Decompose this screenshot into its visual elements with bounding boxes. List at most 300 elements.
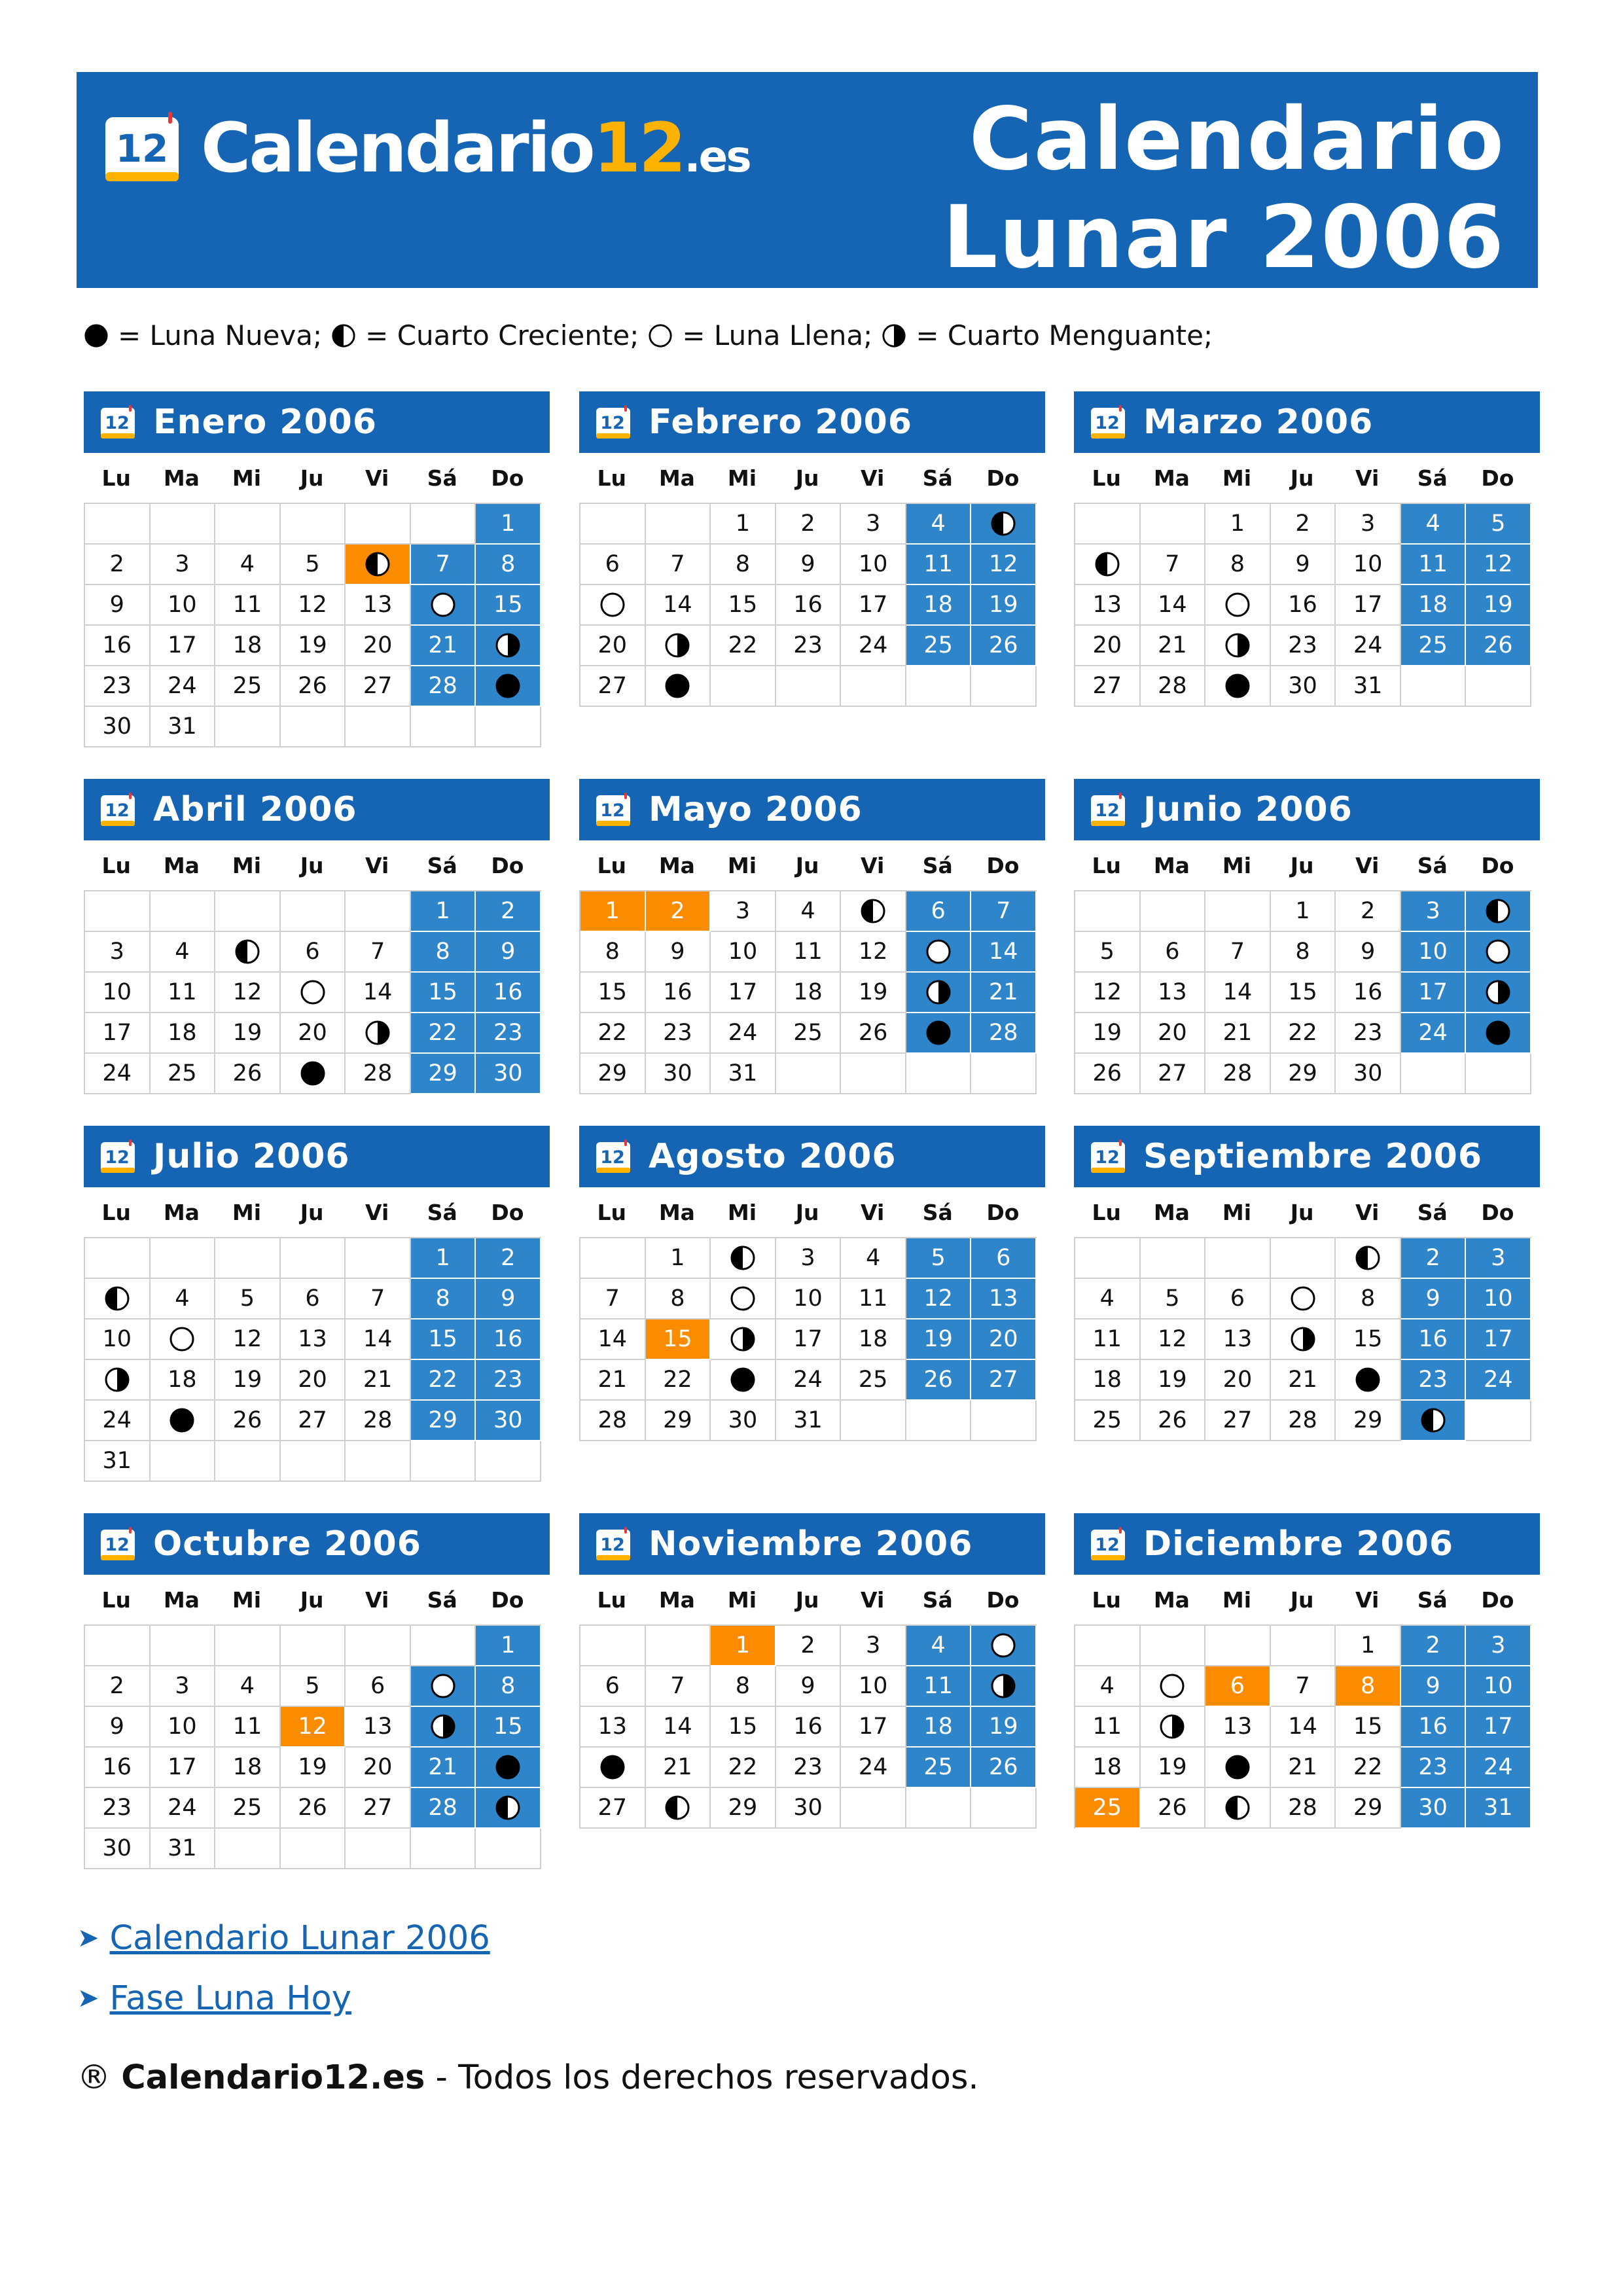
day-cell[interactable]: 8	[411, 1279, 476, 1319]
day-cell[interactable]: 18	[906, 585, 972, 626]
day-cell[interactable]: 1	[1271, 891, 1336, 932]
day-cell[interactable]: 17	[151, 1748, 216, 1788]
day-cell[interactable]: 17	[1466, 1707, 1531, 1748]
day-cell[interactable]: 8	[1336, 1666, 1401, 1707]
day-cell[interactable]: 19	[1141, 1360, 1206, 1401]
day-cell[interactable]: 4	[906, 504, 972, 545]
day-cell[interactable]: 27	[1205, 1401, 1271, 1441]
day-cell[interactable]: 5	[1141, 1279, 1206, 1319]
day-cell[interactable]: 3	[1466, 1238, 1531, 1279]
day-cell[interactable]: 22	[1336, 1748, 1401, 1788]
day-cell[interactable]: 13	[1205, 1707, 1271, 1748]
day-cell[interactable]	[906, 973, 972, 1013]
day-cell[interactable]	[1205, 585, 1271, 626]
day-cell[interactable]: 17	[711, 973, 776, 1013]
day-cell[interactable]: 6	[580, 1666, 646, 1707]
day-cell[interactable]	[1141, 1707, 1206, 1748]
day-cell[interactable]: 15	[476, 1707, 541, 1748]
day-cell[interactable]: 7	[346, 932, 411, 973]
day-cell[interactable]: 6	[1141, 932, 1206, 973]
day-cell[interactable]: 24	[776, 1360, 842, 1401]
day-cell[interactable]: 19	[971, 585, 1037, 626]
day-cell[interactable]: 8	[711, 1666, 776, 1707]
day-cell[interactable]: 4	[1075, 1666, 1141, 1707]
day-cell[interactable]: 23	[85, 666, 151, 707]
day-cell[interactable]: 23	[776, 1748, 842, 1788]
day-cell[interactable]: 23	[476, 1360, 541, 1401]
day-cell[interactable]: 19	[281, 1748, 346, 1788]
day-cell[interactable]: 9	[1401, 1279, 1467, 1319]
day-cell[interactable]: 11	[215, 585, 281, 626]
day-cell[interactable]: 1	[580, 891, 646, 932]
day-cell[interactable]: 9	[776, 1666, 842, 1707]
day-cell[interactable]: 10	[1466, 1666, 1531, 1707]
day-cell[interactable]: 11	[1075, 1319, 1141, 1360]
day-cell[interactable]: 15	[711, 1707, 776, 1748]
day-cell[interactable]: 17	[1466, 1319, 1531, 1360]
day-cell[interactable]: 4	[1075, 1279, 1141, 1319]
day-cell[interactable]: 11	[906, 545, 972, 585]
day-cell[interactable]: 19	[971, 1707, 1037, 1748]
day-cell[interactable]: 1	[711, 504, 776, 545]
day-cell[interactable]: 6	[971, 1238, 1037, 1279]
day-cell[interactable]: 2	[1271, 504, 1336, 545]
day-cell[interactable]: 20	[281, 1360, 346, 1401]
day-cell[interactable]	[1466, 891, 1531, 932]
day-cell[interactable]: 3	[1466, 1626, 1531, 1666]
day-cell[interactable]: 13	[1075, 585, 1141, 626]
day-cell[interactable]: 23	[646, 1013, 711, 1054]
day-cell[interactable]: 7	[411, 545, 476, 585]
day-cell[interactable]: 28	[411, 666, 476, 707]
day-cell[interactable]: 15	[580, 973, 646, 1013]
day-cell[interactable]: 2	[1401, 1238, 1467, 1279]
day-cell[interactable]: 8	[580, 932, 646, 973]
day-cell[interactable]: 1	[411, 1238, 476, 1279]
day-cell[interactable]: 6	[906, 891, 972, 932]
day-cell[interactable]: 18	[1075, 1360, 1141, 1401]
day-cell[interactable]: 8	[476, 545, 541, 585]
day-cell[interactable]: 1	[476, 1626, 541, 1666]
day-cell[interactable]: 15	[1336, 1319, 1401, 1360]
day-cell[interactable]: 13	[1141, 973, 1206, 1013]
day-cell[interactable]: 8	[711, 545, 776, 585]
day-cell[interactable]: 11	[151, 973, 216, 1013]
day-cell[interactable]: 10	[85, 973, 151, 1013]
day-cell[interactable]: 26	[971, 1748, 1037, 1788]
day-cell[interactable]	[711, 1319, 776, 1360]
day-cell[interactable]: 23	[85, 1788, 151, 1829]
day-cell[interactable]: 24	[841, 626, 906, 666]
day-cell[interactable]: 22	[711, 626, 776, 666]
day-cell[interactable]	[971, 504, 1037, 545]
day-cell[interactable]: 29	[1271, 1054, 1336, 1094]
day-cell[interactable]: 21	[1271, 1748, 1336, 1788]
day-cell[interactable]: 9	[85, 585, 151, 626]
day-cell[interactable]: 3	[841, 504, 906, 545]
day-cell[interactable]	[1466, 1013, 1531, 1054]
day-cell[interactable]: 23	[776, 626, 842, 666]
day-cell[interactable]: 26	[971, 626, 1037, 666]
day-cell[interactable]: 1	[411, 891, 476, 932]
day-cell[interactable]: 25	[215, 1788, 281, 1829]
day-cell[interactable]: 21	[346, 1360, 411, 1401]
day-cell[interactable]: 24	[151, 666, 216, 707]
day-cell[interactable]: 26	[1141, 1401, 1206, 1441]
day-cell[interactable]: 24	[1401, 1013, 1467, 1054]
day-cell[interactable]: 20	[580, 626, 646, 666]
day-cell[interactable]: 15	[711, 585, 776, 626]
day-cell[interactable]: 31	[711, 1054, 776, 1094]
day-cell[interactable]: 19	[1141, 1748, 1206, 1788]
day-cell[interactable]	[476, 1788, 541, 1829]
day-cell[interactable]: 26	[1075, 1054, 1141, 1094]
day-cell[interactable]: 20	[971, 1319, 1037, 1360]
day-cell[interactable]: 24	[1466, 1360, 1531, 1401]
day-cell[interactable]: 7	[971, 891, 1037, 932]
day-cell[interactable]: 20	[281, 1013, 346, 1054]
day-cell[interactable]: 19	[215, 1013, 281, 1054]
day-cell[interactable]: 8	[476, 1666, 541, 1707]
day-cell[interactable]	[1336, 1238, 1401, 1279]
day-cell[interactable]: 18	[151, 1360, 216, 1401]
day-cell[interactable]: 10	[151, 585, 216, 626]
day-cell[interactable]: 1	[646, 1238, 711, 1279]
day-cell[interactable]: 30	[646, 1054, 711, 1094]
day-cell[interactable]: 4	[1401, 504, 1467, 545]
day-cell[interactable]	[1466, 973, 1531, 1013]
day-cell[interactable]: 13	[971, 1279, 1037, 1319]
day-cell[interactable]: 5	[906, 1238, 972, 1279]
day-cell[interactable]: 28	[1271, 1788, 1336, 1829]
day-cell[interactable]: 31	[1466, 1788, 1531, 1829]
day-cell[interactable]: 2	[1336, 891, 1401, 932]
day-cell[interactable]	[711, 1279, 776, 1319]
day-cell[interactable]: 12	[1075, 973, 1141, 1013]
day-cell[interactable]: 2	[776, 1626, 842, 1666]
day-cell[interactable]: 3	[1401, 891, 1467, 932]
day-cell[interactable]: 23	[1336, 1013, 1401, 1054]
day-cell[interactable]: 23	[1401, 1360, 1467, 1401]
day-cell[interactable]: 16	[776, 1707, 842, 1748]
day-cell[interactable]: 21	[1205, 1013, 1271, 1054]
day-cell[interactable]: 19	[906, 1319, 972, 1360]
day-cell[interactable]	[411, 1707, 476, 1748]
day-cell[interactable]: 26	[281, 1788, 346, 1829]
day-cell[interactable]: 20	[1075, 626, 1141, 666]
day-cell[interactable]: 30	[1336, 1054, 1401, 1094]
day-cell[interactable]: 9	[476, 932, 541, 973]
day-cell[interactable]: 4	[906, 1626, 972, 1666]
day-cell[interactable]: 30	[1401, 1788, 1467, 1829]
day-cell[interactable]: 17	[776, 1319, 842, 1360]
day-cell[interactable]: 29	[1336, 1401, 1401, 1441]
day-cell[interactable]: 27	[346, 666, 411, 707]
day-cell[interactable]: 31	[151, 707, 216, 747]
day-cell[interactable]: 18	[215, 1748, 281, 1788]
day-cell[interactable]: 24	[711, 1013, 776, 1054]
day-cell[interactable]: 17	[1401, 973, 1467, 1013]
day-cell[interactable]: 9	[1401, 1666, 1467, 1707]
day-cell[interactable]	[1336, 1360, 1401, 1401]
day-cell[interactable]: 28	[411, 1788, 476, 1829]
day-cell[interactable]: 15	[476, 585, 541, 626]
day-cell[interactable]: 19	[281, 626, 346, 666]
day-cell[interactable]: 29	[711, 1788, 776, 1829]
day-cell[interactable]: 3	[85, 932, 151, 973]
day-cell[interactable]: 19	[215, 1360, 281, 1401]
day-cell[interactable]: 5	[215, 1279, 281, 1319]
day-cell[interactable]: 1	[1336, 1626, 1401, 1666]
day-cell[interactable]: 20	[346, 1748, 411, 1788]
day-cell[interactable]: 3	[151, 1666, 216, 1707]
site-logo[interactable]	[103, 109, 750, 187]
day-cell[interactable]: 7	[580, 1279, 646, 1319]
day-cell[interactable]: 16	[776, 585, 842, 626]
day-cell[interactable]	[841, 891, 906, 932]
day-cell[interactable]	[580, 1748, 646, 1788]
day-cell[interactable]: 28	[346, 1054, 411, 1094]
day-cell[interactable]: 12	[215, 973, 281, 1013]
day-cell[interactable]: 12	[841, 932, 906, 973]
day-cell[interactable]: 26	[215, 1054, 281, 1094]
day-cell[interactable]	[151, 1401, 216, 1441]
day-cell[interactable]: 24	[1466, 1748, 1531, 1788]
day-cell[interactable]: 22	[1271, 1013, 1336, 1054]
day-cell[interactable]: 16	[85, 626, 151, 666]
day-cell[interactable]	[906, 1013, 972, 1054]
day-cell[interactable]: 14	[971, 932, 1037, 973]
day-cell[interactable]: 28	[346, 1401, 411, 1441]
day-cell[interactable]: 30	[476, 1054, 541, 1094]
day-cell[interactable]: 11	[1401, 545, 1467, 585]
day-cell[interactable]: 9	[1336, 932, 1401, 973]
calendario-lunar-link[interactable]: Calendario Lunar 2006	[109, 1918, 490, 1958]
day-cell[interactable]: 7	[646, 1666, 711, 1707]
day-cell[interactable]: 28	[580, 1401, 646, 1441]
day-cell[interactable]: 6	[346, 1666, 411, 1707]
day-cell[interactable]: 11	[906, 1666, 972, 1707]
day-cell[interactable]: 6	[281, 932, 346, 973]
day-cell[interactable]: 19	[1466, 585, 1531, 626]
day-cell[interactable]: 4	[841, 1238, 906, 1279]
day-cell[interactable]: 25	[215, 666, 281, 707]
day-cell[interactable]: 1	[711, 1626, 776, 1666]
day-cell[interactable]: 11	[841, 1279, 906, 1319]
day-cell[interactable]: 14	[1205, 973, 1271, 1013]
day-cell[interactable]: 21	[411, 1748, 476, 1788]
day-cell[interactable]: 15	[411, 973, 476, 1013]
fase-luna-hoy-link[interactable]: Fase Luna Hoy	[109, 1979, 351, 2018]
day-cell[interactable]: 2	[85, 545, 151, 585]
day-cell[interactable]: 4	[215, 1666, 281, 1707]
day-cell[interactable]	[711, 1360, 776, 1401]
day-cell[interactable]	[476, 666, 541, 707]
day-cell[interactable]: 23	[476, 1013, 541, 1054]
day-cell[interactable]: 23	[1401, 1748, 1467, 1788]
day-cell[interactable]: 26	[1141, 1788, 1206, 1829]
day-cell[interactable]: 1	[1205, 504, 1271, 545]
day-cell[interactable]: 27	[346, 1788, 411, 1829]
day-cell[interactable]: 22	[711, 1748, 776, 1788]
day-cell[interactable]: 28	[1271, 1401, 1336, 1441]
day-cell[interactable]: 28	[1141, 666, 1206, 707]
day-cell[interactable]	[646, 1788, 711, 1829]
day-cell[interactable]: 30	[1271, 666, 1336, 707]
day-cell[interactable]: 22	[646, 1360, 711, 1401]
day-cell[interactable]: 30	[476, 1401, 541, 1441]
day-cell[interactable]: 10	[841, 1666, 906, 1707]
day-cell[interactable]: 5	[1075, 932, 1141, 973]
day-cell[interactable]: 27	[1141, 1054, 1206, 1094]
day-cell[interactable]: 10	[1336, 545, 1401, 585]
day-cell[interactable]: 16	[1401, 1319, 1467, 1360]
day-cell[interactable]: 12	[1466, 545, 1531, 585]
day-cell[interactable]: 7	[1141, 545, 1206, 585]
day-cell[interactable]: 9	[476, 1279, 541, 1319]
day-cell[interactable]: 27	[1075, 666, 1141, 707]
day-cell[interactable]: 17	[841, 585, 906, 626]
day-cell[interactable]: 12	[971, 545, 1037, 585]
day-cell[interactable]: 3	[841, 1626, 906, 1666]
day-cell[interactable]	[711, 1238, 776, 1279]
day-cell[interactable]: 25	[906, 626, 972, 666]
day-cell[interactable]	[1401, 1401, 1467, 1441]
day-cell[interactable]: 31	[1336, 666, 1401, 707]
day-cell[interactable]	[215, 932, 281, 973]
day-cell[interactable]: 13	[1205, 1319, 1271, 1360]
day-cell[interactable]: 8	[1336, 1279, 1401, 1319]
day-cell[interactable]: 13	[346, 1707, 411, 1748]
day-cell[interactable]: 2	[646, 891, 711, 932]
day-cell[interactable]: 11	[1075, 1707, 1141, 1748]
day-cell[interactable]	[151, 1319, 216, 1360]
day-cell[interactable]	[346, 545, 411, 585]
day-cell[interactable]: 22	[411, 1013, 476, 1054]
day-cell[interactable]	[1205, 666, 1271, 707]
day-cell[interactable]: 5	[281, 545, 346, 585]
day-cell[interactable]: 18	[1401, 585, 1467, 626]
day-cell[interactable]: 1	[476, 504, 541, 545]
day-cell[interactable]: 20	[1141, 1013, 1206, 1054]
day-cell[interactable]	[646, 666, 711, 707]
day-cell[interactable]: 16	[476, 1319, 541, 1360]
day-cell[interactable]: 9	[1271, 545, 1336, 585]
day-cell[interactable]: 2	[85, 1666, 151, 1707]
day-cell[interactable]: 27	[971, 1360, 1037, 1401]
day-cell[interactable]: 15	[411, 1319, 476, 1360]
day-cell[interactable]: 26	[215, 1401, 281, 1441]
day-cell[interactable]: 4	[151, 1279, 216, 1319]
day-cell[interactable]: 7	[346, 1279, 411, 1319]
day-cell[interactable]: 29	[1336, 1788, 1401, 1829]
day-cell[interactable]: 24	[1336, 626, 1401, 666]
day-cell[interactable]: 16	[1271, 585, 1336, 626]
day-cell[interactable]	[1205, 1788, 1271, 1829]
day-cell[interactable]: 25	[841, 1360, 906, 1401]
day-cell[interactable]: 18	[906, 1707, 972, 1748]
day-cell[interactable]: 12	[281, 585, 346, 626]
day-cell[interactable]: 10	[776, 1279, 842, 1319]
day-cell[interactable]: 11	[215, 1707, 281, 1748]
day-cell[interactable]: 10	[85, 1319, 151, 1360]
day-cell[interactable]: 15	[1271, 973, 1336, 1013]
day-cell[interactable]: 21	[1141, 626, 1206, 666]
day-cell[interactable]	[1205, 1748, 1271, 1788]
day-cell[interactable]: 14	[346, 973, 411, 1013]
day-cell[interactable]: 2	[476, 1238, 541, 1279]
day-cell[interactable]: 17	[1336, 585, 1401, 626]
day-cell[interactable]	[411, 585, 476, 626]
day-cell[interactable]: 20	[1205, 1360, 1271, 1401]
day-cell[interactable]: 12	[906, 1279, 972, 1319]
day-cell[interactable]: 3	[711, 891, 776, 932]
day-cell[interactable]: 8	[1205, 545, 1271, 585]
day-cell[interactable]: 10	[841, 545, 906, 585]
day-cell[interactable]	[646, 626, 711, 666]
day-cell[interactable]: 5	[1466, 504, 1531, 545]
day-cell[interactable]	[1141, 1666, 1206, 1707]
day-cell[interactable]: 25	[1401, 626, 1467, 666]
day-cell[interactable]	[85, 1279, 151, 1319]
day-cell[interactable]: 6	[281, 1279, 346, 1319]
day-cell[interactable]: 18	[776, 973, 842, 1013]
day-cell[interactable]: 24	[85, 1401, 151, 1441]
day-cell[interactable]: 21	[411, 626, 476, 666]
day-cell[interactable]: 30	[85, 1829, 151, 1869]
day-cell[interactable]: 7	[1205, 932, 1271, 973]
day-cell[interactable]: 8	[646, 1279, 711, 1319]
day-cell[interactable]: 19	[841, 973, 906, 1013]
day-cell[interactable]: 10	[711, 932, 776, 973]
day-cell[interactable]: 18	[215, 626, 281, 666]
day-cell[interactable]	[281, 1054, 346, 1094]
day-cell[interactable]: 8	[1271, 932, 1336, 973]
day-cell[interactable]: 9	[646, 932, 711, 973]
day-cell[interactable]: 29	[646, 1401, 711, 1441]
day-cell[interactable]	[85, 1360, 151, 1401]
day-cell[interactable]	[971, 1666, 1037, 1707]
day-cell[interactable]: 3	[776, 1238, 842, 1279]
day-cell[interactable]: 24	[85, 1054, 151, 1094]
day-cell[interactable]: 13	[281, 1319, 346, 1360]
day-cell[interactable]: 4	[776, 891, 842, 932]
day-cell[interactable]: 19	[1075, 1013, 1141, 1054]
day-cell[interactable]: 14	[1271, 1707, 1336, 1748]
day-cell[interactable]: 6	[1205, 1666, 1271, 1707]
day-cell[interactable]: 23	[1271, 626, 1336, 666]
day-cell[interactable]: 22	[580, 1013, 646, 1054]
day-cell[interactable]: 8	[411, 932, 476, 973]
day-cell[interactable]: 26	[906, 1360, 972, 1401]
day-cell[interactable]: 12	[1141, 1319, 1206, 1360]
day-cell[interactable]: 18	[1075, 1748, 1141, 1788]
day-cell[interactable]: 27	[281, 1401, 346, 1441]
day-cell[interactable]	[476, 626, 541, 666]
day-cell[interactable]: 17	[85, 1013, 151, 1054]
day-cell[interactable]	[1075, 545, 1141, 585]
day-cell[interactable]: 17	[841, 1707, 906, 1748]
day-cell[interactable]: 5	[281, 1666, 346, 1707]
day-cell[interactable]: 31	[85, 1441, 151, 1482]
day-cell[interactable]: 14	[646, 585, 711, 626]
day-cell[interactable]: 26	[281, 666, 346, 707]
day-cell[interactable]: 18	[151, 1013, 216, 1054]
day-cell[interactable]: 15	[1336, 1707, 1401, 1748]
day-cell[interactable]: 4	[215, 545, 281, 585]
day-cell[interactable]: 21	[580, 1360, 646, 1401]
day-cell[interactable]	[1205, 626, 1271, 666]
